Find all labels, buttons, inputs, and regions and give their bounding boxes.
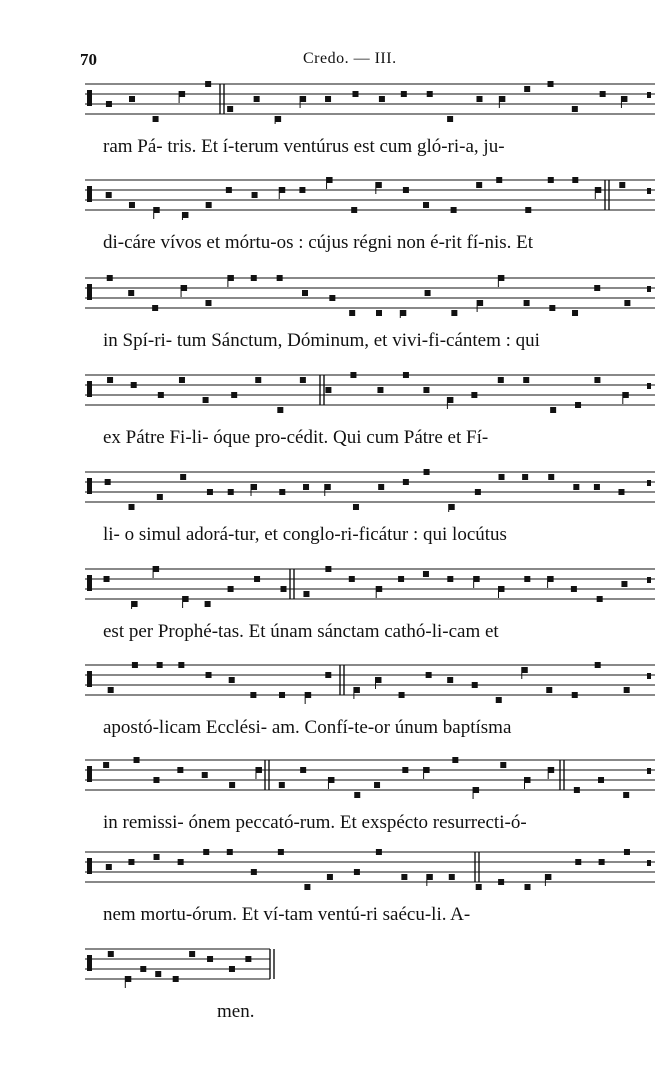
- neume-note: [476, 182, 482, 188]
- neume-note: [378, 484, 384, 490]
- neume-note: [473, 787, 479, 793]
- neume-note: [423, 571, 429, 577]
- neume-note: [251, 869, 257, 875]
- custos-icon: [647, 286, 651, 292]
- neume-note: [354, 869, 360, 875]
- neume-note: [424, 767, 430, 773]
- neume-note: [427, 874, 433, 880]
- custos-icon: [647, 480, 651, 486]
- neume-note: [303, 591, 309, 597]
- neume-note: [181, 285, 187, 291]
- neume-note: [229, 677, 235, 683]
- neume-note: [451, 310, 457, 316]
- neume-note: [279, 187, 285, 193]
- neume-note: [500, 762, 506, 768]
- clef-icon: [87, 90, 92, 106]
- neume-note: [426, 672, 432, 678]
- neume-note: [106, 864, 112, 870]
- neume-note: [548, 474, 554, 480]
- lyrics-line: ex Pátre Fi-li- óque pro-cédit. Qui cum Pátre et Fí-: [103, 427, 489, 448]
- neume-note: [403, 187, 409, 193]
- neume-note: [472, 682, 478, 688]
- neume-note: [179, 91, 185, 97]
- neume-note: [275, 116, 281, 122]
- neume-note: [350, 372, 356, 378]
- neume-note: [525, 207, 531, 213]
- neume-note: [304, 884, 310, 890]
- neume-note: [103, 762, 109, 768]
- chant-staff: [85, 468, 655, 512]
- neume-note: [140, 966, 146, 972]
- neume-note: [594, 484, 600, 490]
- chant-staff: [85, 80, 655, 124]
- neume-note: [252, 192, 258, 198]
- neume-note: [623, 792, 629, 798]
- neume-note: [498, 377, 504, 383]
- clef-icon: [87, 186, 92, 202]
- neume-note: [599, 859, 605, 865]
- page-header: [0, 48, 665, 72]
- neume-note: [251, 275, 257, 281]
- neume-note: [476, 884, 482, 890]
- neume-note: [128, 290, 134, 296]
- neume-note: [572, 310, 578, 316]
- neume-note: [129, 504, 135, 510]
- chant-staff: [85, 945, 655, 989]
- neume-note: [402, 767, 408, 773]
- neume-note: [403, 372, 409, 378]
- neume-note: [128, 859, 134, 865]
- neume-note: [105, 479, 111, 485]
- neume-note: [352, 91, 358, 97]
- neume-note: [178, 662, 184, 668]
- neume-note: [302, 290, 308, 296]
- neume-note: [375, 677, 381, 683]
- neume-note: [618, 489, 624, 495]
- neume-note: [277, 407, 283, 413]
- neume-note: [524, 576, 530, 582]
- chant-staff: [85, 274, 655, 318]
- lyrics-line: est per Prophé-tas. Et únam sánctam cathó-li-cam et: [103, 621, 499, 642]
- neume-note: [523, 377, 529, 383]
- neume-note: [254, 96, 260, 102]
- neume-note: [447, 677, 453, 683]
- neume-note: [256, 767, 262, 773]
- neume-note: [250, 692, 256, 698]
- neume-note: [376, 586, 382, 592]
- neume-note: [474, 576, 480, 582]
- neume-note: [279, 489, 285, 495]
- neume-note: [624, 300, 630, 306]
- neume-note: [354, 792, 360, 798]
- neume-note: [522, 474, 528, 480]
- neume-note: [154, 854, 160, 860]
- neume-note: [496, 177, 502, 183]
- neume-note: [524, 86, 530, 92]
- neume-note: [548, 767, 554, 773]
- neume-note: [548, 81, 554, 87]
- neume-note: [108, 951, 114, 957]
- clef-icon: [87, 478, 92, 494]
- neume-note: [300, 377, 306, 383]
- neume-note: [325, 96, 331, 102]
- neume-note: [575, 859, 581, 865]
- neume-note: [546, 687, 552, 693]
- neume-note: [545, 874, 551, 880]
- neume-note: [379, 96, 385, 102]
- neume-note: [205, 601, 211, 607]
- neume-note: [524, 777, 530, 783]
- neume-note: [180, 474, 186, 480]
- neume-note: [353, 504, 359, 510]
- neume-note: [325, 387, 331, 393]
- lyrics-line: men.: [217, 1001, 255, 1022]
- neume-note: [498, 275, 504, 281]
- neume-note: [189, 951, 195, 957]
- neume-note: [154, 207, 160, 213]
- lyrics-line: in Spí-ri- tum Sánctum, Dóminum, et vivi-fi-cántem : qui: [103, 330, 540, 351]
- chant-staff: [85, 176, 655, 220]
- neume-note: [447, 116, 453, 122]
- neume-note: [499, 474, 505, 480]
- neume-note: [300, 96, 306, 102]
- neume-note: [597, 596, 603, 602]
- clef-icon: [87, 671, 92, 687]
- neume-note: [595, 187, 601, 193]
- neume-note: [594, 377, 600, 383]
- neume-note: [207, 956, 213, 962]
- neume-note: [279, 782, 285, 788]
- chant-staff: [85, 371, 655, 415]
- neume-note: [477, 300, 483, 306]
- custos-icon: [647, 768, 651, 774]
- neume-note: [255, 377, 261, 383]
- neume-note: [228, 489, 234, 495]
- neume-note: [129, 202, 135, 208]
- neume-note: [621, 96, 627, 102]
- neume-note: [299, 187, 305, 193]
- neume-note: [376, 182, 382, 188]
- neume-note: [251, 484, 257, 490]
- neume-note: [548, 576, 554, 582]
- neume-note: [525, 884, 531, 890]
- chant-staff: [85, 661, 655, 705]
- custos-icon: [647, 860, 651, 866]
- neume-note: [374, 782, 380, 788]
- neume-note: [203, 397, 209, 403]
- neume-note: [245, 956, 251, 962]
- neume-note: [449, 504, 455, 510]
- neume-note: [594, 285, 600, 291]
- neume-note: [571, 586, 577, 592]
- neume-note: [134, 757, 140, 763]
- neume-note: [351, 207, 357, 213]
- neume-note: [471, 392, 477, 398]
- neume-note: [572, 692, 578, 698]
- neume-note: [399, 692, 405, 698]
- neume-note: [305, 692, 311, 698]
- neume-note: [153, 566, 159, 572]
- neume-note: [624, 849, 630, 855]
- neume-note: [423, 387, 429, 393]
- neume-note: [498, 586, 504, 592]
- neume-note: [254, 576, 260, 582]
- neume-note: [281, 586, 287, 592]
- neume-note: [107, 377, 113, 383]
- neume-note: [202, 772, 208, 778]
- chant-staff: [85, 756, 655, 800]
- neume-note: [125, 976, 131, 982]
- neume-note: [173, 976, 179, 982]
- neume-note: [104, 576, 110, 582]
- neume-note: [106, 192, 112, 198]
- page-number: 70: [80, 50, 97, 69]
- neume-note: [207, 489, 213, 495]
- neume-note: [376, 310, 382, 316]
- neume-note: [575, 402, 581, 408]
- lyrics-line: ram Pá- tris. Et í-terum ventúrus est cum gló-ri-a, ju-: [103, 136, 505, 157]
- custos-icon: [647, 383, 651, 389]
- neume-note: [131, 382, 137, 388]
- neume-note: [325, 672, 331, 678]
- neume-note: [277, 275, 283, 281]
- clef-icon: [87, 381, 92, 397]
- neume-note: [452, 757, 458, 763]
- neume-note: [228, 586, 234, 592]
- neume-note: [153, 116, 159, 122]
- neume-note: [108, 687, 114, 693]
- lyrics-line: di-cáre vívos et mórtu-os : cújus régni non é-rit fí-nis. Et: [103, 232, 534, 253]
- neume-note: [400, 310, 406, 316]
- neume-note: [524, 300, 530, 306]
- neume-note: [303, 484, 309, 490]
- neume-note: [328, 777, 334, 783]
- neume-note: [548, 177, 554, 183]
- neume-note: [549, 305, 555, 311]
- neume-note: [203, 849, 209, 855]
- neume-note: [354, 687, 360, 693]
- clef-icon: [87, 955, 92, 971]
- neume-note: [401, 91, 407, 97]
- neume-note: [226, 187, 232, 193]
- neume-note: [619, 182, 625, 188]
- neume-note: [427, 91, 433, 97]
- neume-note: [300, 767, 306, 773]
- neume-note: [178, 859, 184, 865]
- neume-note: [329, 295, 335, 301]
- lyrics-line: li- o simul adorá-tur, et conglo-ri-ficátur : qui locútus: [103, 524, 507, 545]
- neume-note: [206, 202, 212, 208]
- neume-note: [205, 300, 211, 306]
- neume-note: [157, 494, 163, 500]
- neume-note: [572, 177, 578, 183]
- neume-note: [325, 484, 331, 490]
- neume-note: [229, 966, 235, 972]
- clef-icon: [87, 858, 92, 874]
- neume-note: [595, 662, 601, 668]
- neume-note: [279, 692, 285, 698]
- custos-icon: [647, 92, 651, 98]
- neume-note: [598, 777, 604, 783]
- neume-note: [349, 576, 355, 582]
- neume-note: [132, 601, 138, 607]
- lyrics-line: in remissi- ónem peccató-rum. Et exspécto resurrecti-ó-: [103, 812, 527, 833]
- neume-note: [132, 662, 138, 668]
- clef-icon: [87, 766, 92, 782]
- neume-note: [228, 275, 234, 281]
- custos-icon: [647, 188, 651, 194]
- neume-note: [327, 177, 333, 183]
- neume-note: [623, 392, 629, 398]
- neume-note: [231, 392, 237, 398]
- neume-note: [475, 489, 481, 495]
- neume-note: [227, 849, 233, 855]
- neume-note: [398, 576, 404, 582]
- neume-note: [152, 305, 158, 311]
- neume-note: [177, 767, 183, 773]
- neume-note: [227, 106, 233, 112]
- neume-note: [327, 874, 333, 880]
- neume-note: [106, 101, 112, 107]
- neume-note: [205, 81, 211, 87]
- neume-note: [498, 879, 504, 885]
- neume-note: [425, 290, 431, 296]
- neume-note: [423, 202, 429, 208]
- clef-icon: [87, 575, 92, 591]
- neume-note: [157, 662, 163, 668]
- neume-note: [496, 697, 502, 703]
- neume-note: [153, 777, 159, 783]
- neume-note: [449, 874, 455, 880]
- neume-note: [401, 874, 407, 880]
- lyrics-line: apostó-licam Ecclési- am. Confí-te-or únum baptísma: [103, 717, 512, 738]
- neume-note: [349, 310, 355, 316]
- custos-icon: [647, 577, 651, 583]
- neume-note: [476, 96, 482, 102]
- neume-note: [499, 96, 505, 102]
- neume-note: [572, 106, 578, 112]
- neume-note: [376, 849, 382, 855]
- neume-note: [325, 566, 331, 572]
- neume-note: [182, 212, 188, 218]
- neume-note: [573, 484, 579, 490]
- neume-note: [624, 687, 630, 693]
- neume-note: [158, 392, 164, 398]
- running-head: Credo. — III.: [303, 50, 397, 67]
- neume-note: [183, 596, 189, 602]
- neume-note: [447, 397, 453, 403]
- neume-note: [377, 387, 383, 393]
- neume-note: [155, 971, 161, 977]
- neume-note: [550, 407, 556, 413]
- neume-note: [574, 787, 580, 793]
- neume-note: [621, 581, 627, 587]
- neume-note: [451, 207, 457, 213]
- neume-note: [179, 377, 185, 383]
- neume-note: [278, 849, 284, 855]
- neume-note: [424, 469, 430, 475]
- neume-note: [206, 672, 212, 678]
- neume-note: [522, 667, 528, 673]
- neume-note: [107, 275, 113, 281]
- chant-staff: [85, 848, 655, 892]
- neume-note: [129, 96, 135, 102]
- chant-staff: [85, 565, 655, 609]
- custos-icon: [647, 673, 651, 679]
- neume-note: [600, 91, 606, 97]
- lyrics-line: nem mortu-órum. Et ví-tam ventú-ri saécu-li. A-: [103, 904, 471, 925]
- clef-icon: [87, 284, 92, 300]
- neume-note: [403, 479, 409, 485]
- neume-note: [229, 782, 235, 788]
- neume-note: [447, 576, 453, 582]
